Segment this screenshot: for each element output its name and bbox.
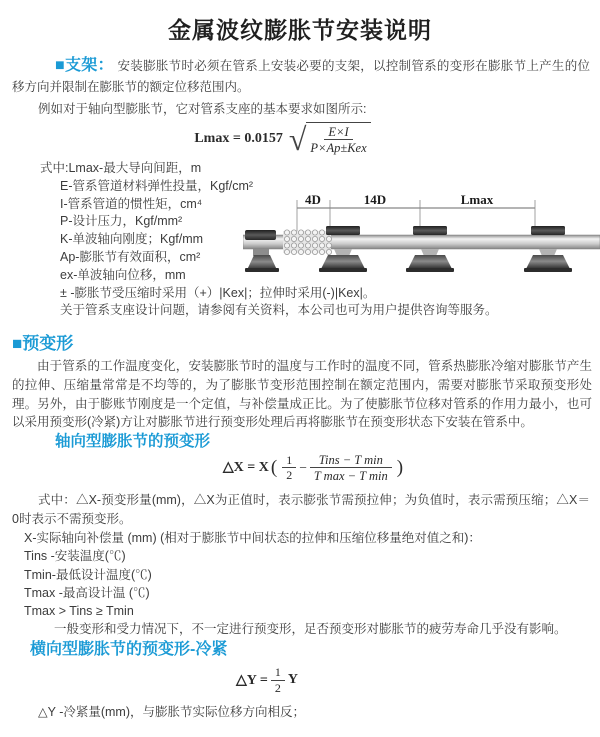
axial-heading: 轴向型膨胀节的预变形 [55,433,211,450]
definition-line: K-单波轴向刚度；Kgf/mm [60,232,204,247]
definition-line: P-设计压力，Kgf/mm² [60,214,183,229]
lmax-formula-fraction [306,122,370,156]
support-paragraph-text: 安装膨胀节时必须在管系上安装必要的支架，以控制管系的变形在膨胀节上产生的位移方向并限制在膨胀节的额定位移范围内。 [12,59,590,94]
temp-denominator: T max − T min [310,467,392,483]
definition-line-service: 关于管系支座设计问题，请参阅有关资料，本公司也可为用户提供咨询等服务。 [60,303,498,318]
definition-line: Ap-膨胀节有效面积，cm² [60,249,201,264]
support-paragraph [12,55,590,98]
half-numerator: 1 [286,452,293,467]
lmax-formula-numerator: E×I [324,124,352,140]
minus-sign: − [299,459,307,475]
axial-explain-paragraph: 式中：△X-预变形量(mm)，△X为正值时，表示膨张节需预拉伸；为负值时，表示需预压缩；△X＝0时表示不需预变形。 [12,493,590,526]
preform-heading [12,329,592,354]
support-section [12,55,590,120]
bellows-icon [283,230,332,255]
support-marker-icon: ■ [55,57,65,74]
lateral-note: △Y -冷紧量(mm)，与膨胀节实际位移方向相反； [38,705,306,719]
lmax-formula-denominator: P×Ap±Kex [310,141,367,156]
close-paren: ) [396,456,404,478]
support-example-line: 例如对于轴向型膨胀节，它对管系支座的基本要求如图所示: [38,102,367,116]
preform-section [12,329,592,432]
axial-item: Tins -安装温度(℃) [24,549,126,564]
definition-line: E-管系管道材料弹性投量，Kgf/cm² [60,178,254,193]
axial-formula-half [282,453,296,484]
definition-line: ex-单波轴向位移，mm [60,267,186,282]
lateral-formula-rhs: Y [287,672,298,688]
axial-formula [14,452,600,484]
axial-items [24,529,590,639]
axial-item: Tmin-最低设计温度(℃) [24,567,152,582]
radical-sign: √ [288,120,307,157]
page-title: 金属波纹膨胀节安装说明 [168,17,432,43]
half-denominator: 2 [271,680,285,696]
dim-label-4d: 4D [305,192,321,207]
half-denominator: 2 [282,467,296,483]
half-numerator: 1 [274,665,281,679]
axial-formula-lhs: △X = X [222,460,269,476]
open-paren: ( [270,456,278,478]
anchor-support-icon [245,230,279,272]
preform-marker-icon: ■ [12,334,23,353]
axial-formula-fraction [310,452,392,484]
lateral-formula [0,665,567,696]
definition-line: I-管系管道的惯性矩，cm⁴ [60,196,203,211]
axial-item: X-实际轴向补偿量 (mm) (相对于膨胀节中间状态的拉伸和压缩位移量绝对值之和)： [24,531,481,545]
axial-item: Tmax -最高设计温 (℃) [24,585,150,600]
lateral-formula-half [271,665,285,696]
lmax-formula-lhs: Lmax = 0.0157 [194,130,283,146]
lateral-formula-lhs: △Y = [236,672,268,688]
support-section-label: 支架： [64,57,114,74]
definition-line: 式中:Lmax-最大导向间距，m [40,161,202,175]
preform-paragraph: 由于管系的工作温度变化，安装膨胀节时的温度与工作时的温度不同，管系热膨胀冷缩对膨胀节产生的拉伸、压缩量常常是不均等的，为了膨胀节变形范围控制在额定范围内，需要对膨胀节采取预变形处理。另外，由于膨账节刚度是一个定值，与补偿量成正比。为了使膨胀节位移对管系的作用力最小，也可以采用预变形(冷紧)方让对膨胀节进行预变形处理后再将膨胀节在预变形状态下安装在管系中。 [12,359,592,430]
lmax-formula [0,122,584,156]
preform-section-label: 预变形 [22,334,74,353]
definition-line-plusminus: ± -膨胀节受压缩时采用（+）|Kex|；拉伸时采用(-)|Kex|。 [60,285,376,300]
axial-note: 一般变形和受力情况下，不一定进行预变形，足否预变形对膨胀节的疲劳寿命几乎没有影响。 [54,622,567,637]
lateral-heading: 横向型膨胀节的预变形-冷紧 [30,641,228,658]
pipe-support-diagram [243,190,600,290]
temp-numerator: Tins − T min [318,453,383,467]
dim-label-lmax: Lmax [460,192,494,207]
dim-label-14d: 14D [363,192,387,207]
axial-item: Tmax > Tins ≥ Tmin [24,604,134,619]
